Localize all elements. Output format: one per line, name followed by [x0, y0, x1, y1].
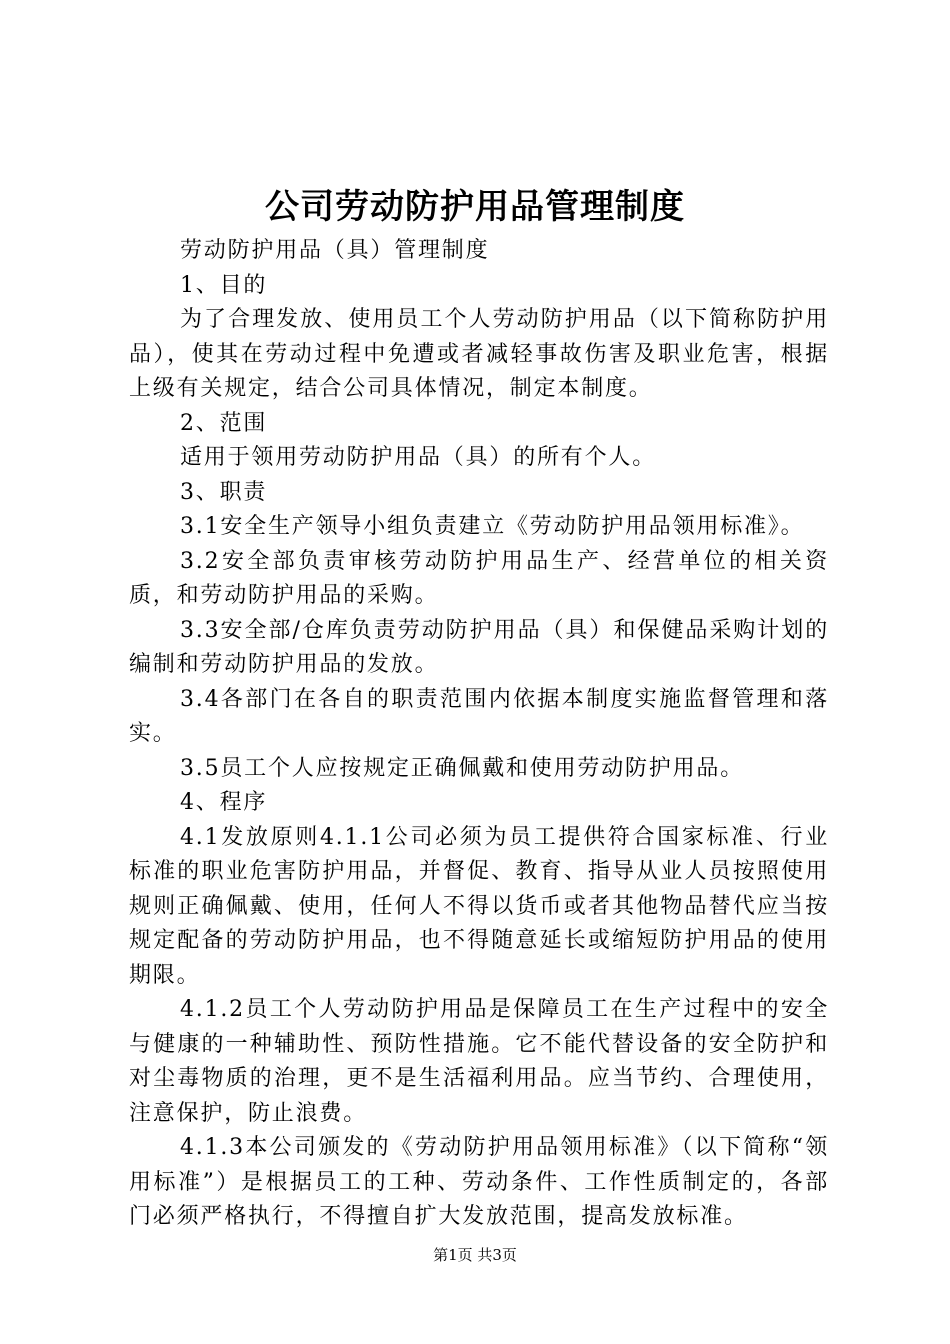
paragraph-duty-3-1: 3.1安全生产领导小组负责建立《劳动防护用品领用标准》。 — [180, 514, 805, 539]
page-number-footer: 第1页 共3页 — [433, 1246, 517, 1264]
section-heading-procedure: 4、程序 — [180, 790, 268, 815]
section-heading-duties: 3、职责 — [180, 479, 268, 505]
document-title: 公司劳动防护用品管理制度 — [265, 187, 685, 227]
paragraph-duty-3-4: 3.4各部门在各自的职责范围内依据本制度实施监督管理和落实。 — [129, 686, 829, 746]
section-heading-scope: 2、范围 — [180, 410, 268, 436]
paragraph-subtitle: 劳动防护用品（具）管理制度 — [180, 238, 490, 263]
paragraph-duty-3-3: 3.3安全部/仓库负责劳动防护用品（具）和保健品采购计划的编制和劳动防护用品的发放。 — [129, 617, 829, 677]
section-heading-purpose: 1、目的 — [180, 272, 268, 298]
paragraph-procedure-4-1-3: 4.1.3本公司颁发的《劳动防护用品领用标准》（以下简称“领用标准”）是根据员工的工种、劳动条件、工作性质制定的，各部门必须严格执行，不得擅自扩大发放范围，提高发放标准。 — [129, 1135, 829, 1229]
paragraph-procedure-4-1-2: 4.1.2员工个人劳动防护用品是保障员工在生产过程中的安全与健康的一种辅助性、预防性措施。它不能代替设备的安全防护和对尘毒物质的治理，更不是生活福利用品。应当节约、合理使用，注意保护，防止浪费。 — [129, 997, 829, 1126]
paragraph-purpose: 为了合理发放、使用员工个人劳动防护用品（以下简称防护用品），使其在劳动过程中免遭或者减轻事故伤害及职业危害，根据上级有关规定，结合公司具体情况，制定本制度。 — [129, 307, 829, 401]
paragraph-duty-3-5: 3.5员工个人应按规定正确佩戴和使用劳动防护用品。 — [180, 755, 744, 781]
paragraph-duty-3-2: 3.2安全部负责审核劳动防护用品生产、经营单位的相关资质，和劳动防护用品的采购。 — [129, 548, 829, 608]
paragraph-procedure-4-1: 4.1发放原则4.1.1公司必须为员工提供符合国家标准、行业标准的职业危害防护用品，并督促、教育、指导从业人员按照使用规则正确佩戴、使用，任何人不得以货币或者其他物品替代应当按规定配备的劳动防护用品，也不得随意延长或缩短防护用品的使用期限。 — [129, 824, 829, 988]
paragraph-scope: 适用于领用劳动防护用品（具）的所有个人。 — [180, 445, 657, 470]
document-body — [129, 234, 829, 1235]
